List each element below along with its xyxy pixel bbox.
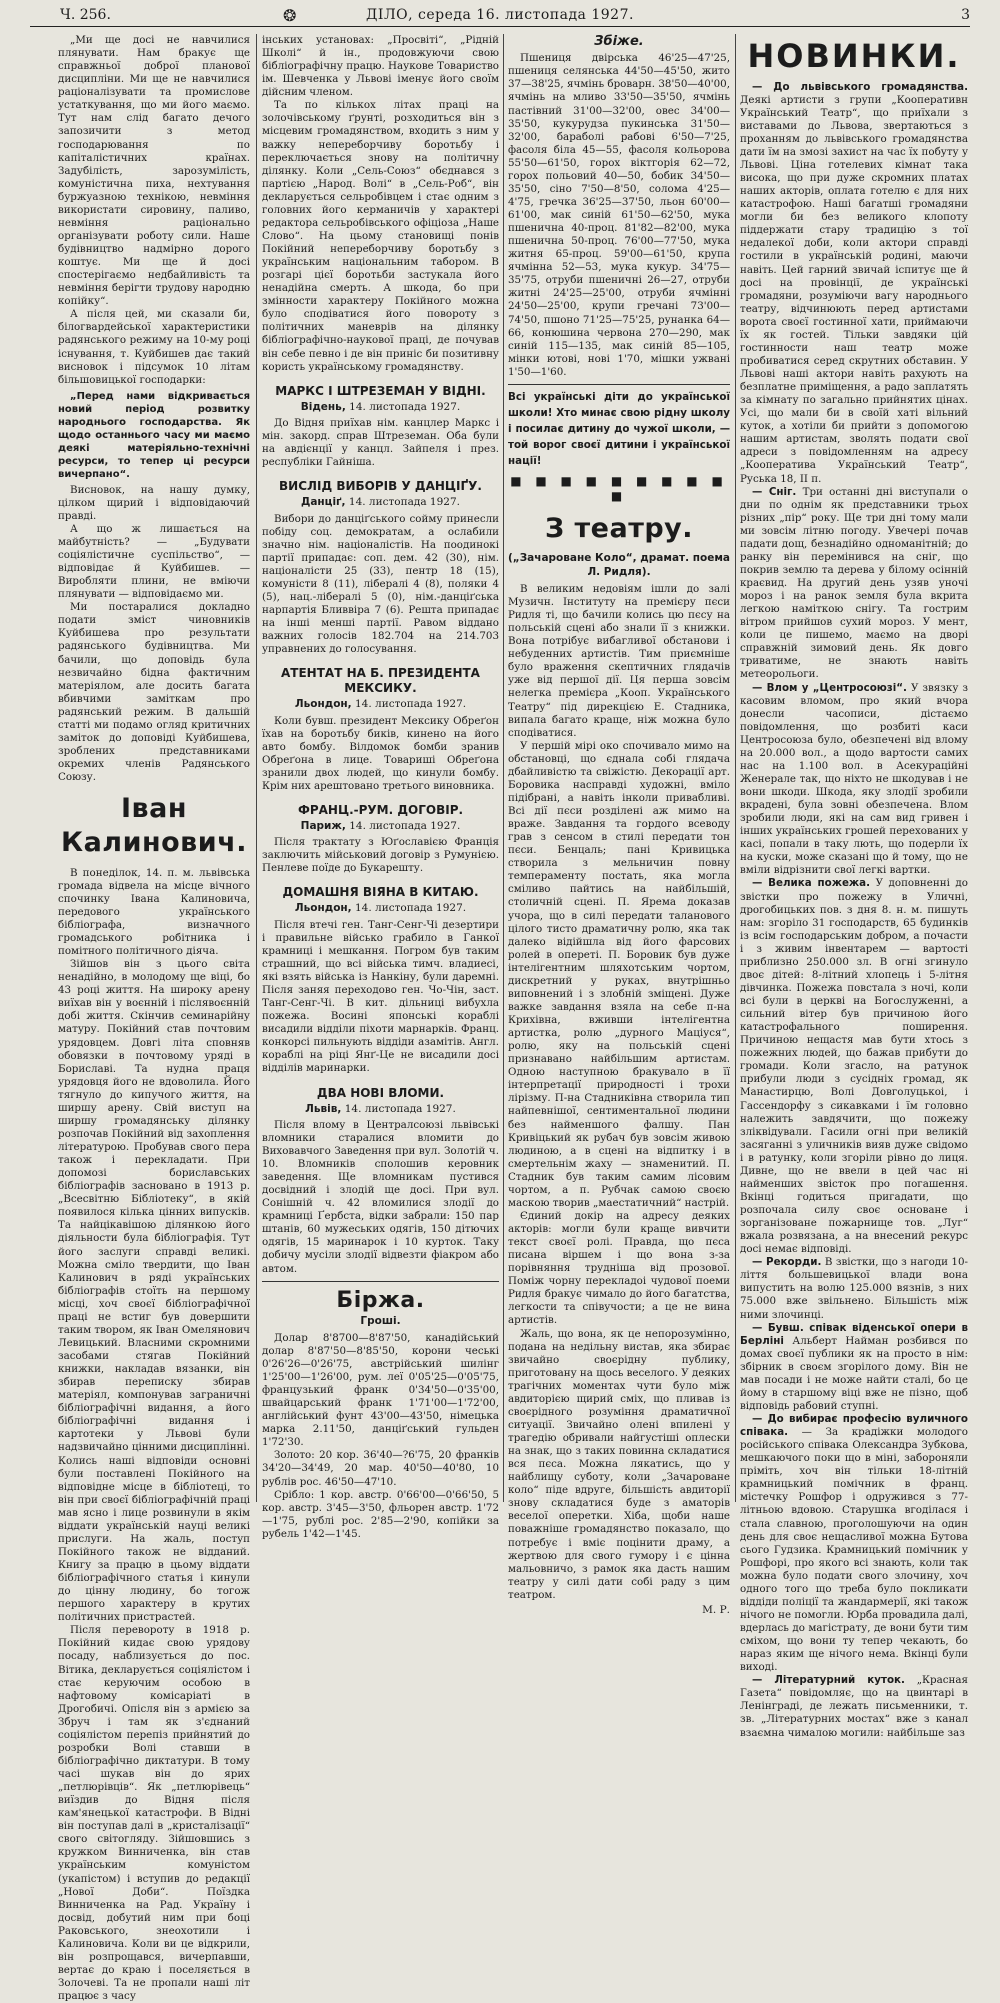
paragraph: Ми постаралися докладно подати зміст чиновників Куйбишева про результати радянського будівництва. Ми бачили, що доповідь була незвичайно бідна фактичним матеріялом, але досить багата вбивчими заміткам про радянський режим. В дальшій статті ми подамо огляд критичних заміток до доповіді Куйбишева, зроблених представниками окремих членів Радянського Союзу. (58, 601, 250, 784)
news-item-lead: — Велика пожежа. (752, 877, 871, 890)
grain-headline: Збіже. (594, 34, 644, 49)
column-2 (262, 34, 499, 1540)
article-headline: ФРАНЦ.-РУМ. ДОГОВІР. (297, 802, 464, 817)
dateline-place: Львів, (305, 1102, 342, 1115)
dateline (262, 820, 499, 833)
paragraph: Вибори до данціґського сойму принесли побіду соц. демократам, а ослабили значно нім. націоналістів. На поодинокі партії припадає: соп. дем. 42 (30), нім. націоналісти 25 (33), пентр 18 (15), комуністи 8 (11), лібералі 4 (8), поляки 4 (5), нац.-лібералі 5 (0), нім.-данціґська нарпартія Бливвіра 7 (6). Решта припадає на інші менші партії. Равом віддано важних голосів 182.704 на 214.703 управнених до голосування. (262, 512, 499, 656)
paragraph: Після влому в Централсоюзі львівські вломники старалися вломити до Виховавчого Заведення при вул. Золотій ч. 10. Вломників сполошив керовник заведення. Ще вломникам пустився досвідний і злодій ще досі. При вул. Сонішній ч. 42 вломилися злодії до крамниці Ґербста, відки забрали: 150 пар штанів, 60 мужеських одягів, 150 дітючих одягів, 15 маринарок і 10 курток. Таку добичу мусіли злодії відвезти фіакром або автом. (262, 1118, 499, 1275)
news-item (740, 1413, 968, 1674)
exchange-headline: Біржа. (336, 1287, 425, 1313)
news-item (740, 877, 968, 1256)
dateline-place: Льондон, (294, 902, 352, 915)
paragraph: А що ж лишається на майбутність? — „Будувати соціялістичне суспільство“, — відповідає й Куйбишев. — Виробляти плини, не вміючи плянувати — відповідаємо ми. (58, 522, 250, 601)
paragraph: В великим недовіям ішли до залі Музичн. Інституту на премієру пєси Ридля ті, що бачили колись цю пєсу на польській сцені або знали її з книжки. Вона потрібує вибагливої обстанови і небуденних артистів. Тим приємніше було враження скептичних глядачів уже від першої дії. Ця перша зовсім нелегка премієра „Кооп. Українського Театру“ під дирекцією Е. Стадника, випала багато краще, ніж можна було сподіватися. (508, 582, 730, 739)
dateline-date: 14. листопада 1927. (348, 496, 460, 509)
news-item (740, 1322, 968, 1413)
news-item-text: Альберт Найман розбився по домах своєї публики як на просто в нім: збірник в своєм згорілого дому. Він не мав посади і не може найти сталі, бо це йому в старшому віці вже не пізно, щоб відповідь рабовий ступні. (740, 1334, 968, 1412)
paragraph: Та по кількох літах праці на золочівському ґрунті, розходиться він з місцевим громадянством, входить з ним у важку непереборчиву боротьбу і переключається знову на політичну ділянку. Коли „Сель-Союз“ обєднався з партією „Народ. Волі“ в „Сель-Роб“, він декларується сельробівцем і стає одним з головних його керманичів у характері редактора сельробівського офіціоза „Наше Слово“. На цьому становищі понів Покійний непереборчиву боротьбу з українським національним табором. В розгарі цієї боротьби застукала його ненадійна смерть. А шкода, бо при змінности характеру Покійного можна було сподіватися його повороту з політичних маневрів на ділянку бібліографічно-наукової праці, де почував він себе певно і де він приніс би позитивну користь українському громадянству. (262, 99, 499, 373)
paragraph: До Відня приїхав нім. канцлер Маркс і мін. закорд. справ Штреземан. Оба були на авдієнції у канцл. Зайпеля і през. республіки Гайніша. (262, 416, 499, 469)
divider (508, 384, 730, 385)
dateline-date: 14. листопада 1927. (344, 1102, 456, 1115)
dateline-date: 14. листопада 1927. (349, 819, 461, 832)
column-3 (508, 34, 731, 1616)
news-item-lead: — Бувш. співак віденської опери в Берліні (740, 1321, 968, 1347)
news-item-lead: — Сніг. (752, 485, 797, 498)
news-item-text: — За крадіжки молодого російського співака Олександра Зубкова, мешкаючого поки що в міні, забороняли пріміть, хоч він тільки 18-літній крамницький помічник в франц. містечку Рошфор і одружився з 77-літньою вдовою. Старушка вгоділася і стала славною, проголошуючи на один день для своє нещасливої можна Бутова сього Гудзика. Крамницький помічник у Рошфорі, про якого всі знають, коли так можна було подати свого злочину, хоч одного того що треба було покликати віддіди поліції та жандармерії, які також нічого не помогли. Юрба провадила далі, вдерлась до магістрату, де вони бути тим сміхом, що вони ту тепер чекають, бо нараз яким ще нічого нема. Вкінці були виході. (740, 1426, 968, 1674)
news-item-text: „Красная Газета“ повідомляє, що на цвинтарі в Ленінграді, де лежать письменники, т. зв. „Літературних мостах“ вже з канал взаємна чималою могили: найбільше заз (740, 1674, 968, 1739)
paragraph: А після цей, ми сказали би, білогвардейської характеристики радянського режиму на 10-му році існування, т. Куйбишев дає такий висновок і підсумок 10 літам більшовицької господарки: (58, 308, 250, 386)
paragraph: Після трактату з Юґославією Франція заключить мійськовий договір з Румунією. Пенлеве поїде до Букарешту. (262, 836, 499, 875)
ornament-row: ■ ■ ■ ■ ■ ■ ■ ■ ■ ■ (510, 473, 728, 503)
news-item (740, 1674, 968, 1739)
paragraph: Коли бувш. президент Мексику Обреґон їхав на боротьбу биків, кинено на його авто бомбу. Вілдомок бомби зранив Обреґона в лице. Товариші Обреґона зранили двох людей, що кинули бомбу. Крім них арештовано третього виновника. (262, 714, 499, 792)
article-headline: МАРКС І ШТРЕЗЕМАН У ВІДНІ. (275, 383, 486, 398)
paragraph: Жаль, що вона, як це непорозумінно, подана на недільну вистав, яка збирає звичайно своєрідну публику, приготовану на щось веселого. У деяких трагічних моментах чути було між авдиторією щирий сміх, що пливав із своєрідного розуміння драматичної ситуації. Звичайно олені впилені у трагедію обривали найгустіші оплески на знак, що з таких повинна складатися вся пєса. Можна лякатись, що у найблищу суботу, коли „Зачароване коло“ піде вдруге, більшість авдиторії знову складатися буде з аматорів веселої оперетки. Хіба, щоби наше поважніше громадянство показало, що потребує і вміє поцінити драму, а жертвою для свого гумору і є цінна мальовничо, з рамок яка дасть нашим театру у силі дати собі раду з цим театром. (508, 1327, 731, 1601)
dateline-date: 14. листопада 1927. (355, 902, 467, 915)
column-4 (740, 34, 969, 1739)
dateline (262, 496, 499, 509)
news-item-lead: — Літературний куток. (752, 1674, 905, 1687)
column-rule (256, 34, 257, 1502)
paragraph: Долар 8'8700—8'87'50, канадійський долар 8'87'50—8'85'50, корони чеські 0'26'26—0'26'75, австрійський шилінг 1'25'00—1'26'00, рум. леї 0'05'25—0'05'75, французький франк 0'34'50—0'35'00, швайцарський франк 1'71'00—1'72'00, англійський фунт 43'00—43'50, німецька марка 2.11'50, данціґський гульден 1'72'30. (262, 1331, 499, 1449)
article-headline: ДОМАШНЯ ВІЯНА В КИТАЮ. (282, 885, 479, 900)
news-item-lead: — Влом у „Центросоюзі“. (752, 681, 907, 694)
dateline-place: Данціґ, (300, 496, 346, 509)
dateline-date: 14. листопада 1927. (349, 400, 461, 413)
paragraph: Після перевороту в 1918 р. Покійний кидає свою урядову посаду, наблизується до пос. Вітика, декларується соціялістом і стає керуючим особою в нафтовому комісаріаті в Дрогобичі. Опісля він з армією за Збруч і там як з'єднаний соціялістом перепіз прийнятий до розробки Волі ставши в бібліографічно диктатури. В тому часі шукав він до ярих „петлюрівців“. Як „петлюрівець“ виїздив до Відня після кам'янецької катастрофи. В Відні він поступав далі в „кристалізації“ свого світогляду. Зійшовшись з кружком Винниченка, він став українським комуністом (укапістом) і вступив до редакції „Нової Доби“. Поїздка Винниченка на Рад. Україну і досвід, добутий ним при боці Раковського, знеохотили і Калиновича. Коли ви це відкрили, він розпрощався, вичерпавши, вертає до краю і поселяється в Золочеві. Та не пропали наші літ працює з часу (58, 1624, 250, 2003)
news-item-text: У звязку з касовим вломом, про який вчора донесли часописи, дістаємо повідомлення, що розбиті каси Центросоюза було, обезпечені від влому на 20.000 вол., а щодо вартости самих нас на 1.100 вол. в Асекураційні Женерале так, що ніхто не шкодував і не вони шкоди. Шкода, яку злодії зробили вкрадені, була зовні обезпечена. Влом зробили люди, які на сам вид гривен і інших українських грошей перехованих у касі, попали в таку лють, що подерли їх на куски, може сказані що й тому, що не вміли відрізнити свої легкі вартки. (740, 681, 969, 877)
dateline-place: Відень, (300, 400, 346, 413)
dateline-date: 14. листопада 1927. (355, 698, 467, 711)
news-item (740, 1256, 968, 1321)
news-item-text: В звістки, що з нагоди 10-ліття большевицької влади вона випустить на волю 125.000 вязнів, з них 75.000 вже звільнено. Більшість між ними злочинці. (740, 1256, 968, 1321)
column-1 (58, 34, 250, 2003)
paragraph: Зійшов він з цього світа ненадійно, в молодому ще віці, бо 43 році життя. На широку арену виїхав він у воєнній і післявоєнній добі життя. Скінчив семинарійну матуру. Покійний став почтовим урядовцем. Довгі літа сповняв обовязки в почтовому уряді в Бориславі. Та нудна праця урядовця його не вдоволила. Його тягнуло до кипучого життя, на ширшу арену. Свій виступ на ширшу громадянську ділянку розпочав Покійний від захоплення літературою. Пробував свого пера також і перекладати. При допомозі бориславських бібліографів засновано в 1913 р. „Всесвітню Бібліотеку“, в якій появилося кілька цінних випусків. Та найцікавішою ділянкою його діяльности була бібліографія. Тут його заслуги справді великі. Можна сміло твердити, що Іван Калинович в ряді українських бібліографів стоїть на першому місці, хоч своєї бібліографічної праці не встиг був довершити таким твором, як Іван Омелянович Левицький. Власними скромними засобами стягав Покійний книжки, накладав вязанки, він збирав переписку збирав матеріял, компонував заграничні бібліографічні видання, а його бібліографічні видання і картотеки у Львові були надзвичайно цінними дисциплінні. Колись наші відповіди основні були поставлені Покійного на відповідне місце в бібліотеці, то він при своєї бібліографічній праці мав ясно і лице розвинули в якім віддати українській науці великі прислуги. На жаль, поступ Покійного також не відданий. Книгу за працю в цьому віддати бібліографічного статья і кинули до цінну людину, бо тогож першого характеру в крутих політичних пристрастей. (58, 958, 250, 1624)
divider (262, 1281, 499, 1282)
column-rule (735, 34, 736, 1502)
paragraph: Після втечі ген. Танг-Сенг-Чі дезертири і правильне військо грабило в Ганкої крамниці і мешкання. Погром був таким страшний, що всі війська тимч. владиесі, які взять війська із Нанкіну, були даремні. Після заняя переходово ген. Чо-Чін, заст. Танг-Сенг-Чі. В кит. дільниці вибухла пожежа. Восині японські кораблі висадили відділи піхоти марнарків. Франц. конкорсі пильнують віддіди азамітів. Англ. кораблі на ріці Янґ-Це не висадили досі відділів маринарки. (262, 918, 499, 1075)
exchange-subheadline: Гроші. (360, 1314, 401, 1327)
paragraph: Пшениця двірська 46'25—47'25, пшениця селянська 44'50—45'50, житo 37—38'25, ячмінь броварн. 38'50—40'00, ячмінь на мливо 33'50—35'50, ячмінь пастівний 31'00—32'00, овес 34'00—35'50, кукурудза пукинська 31'50—32'00, бараболі рабові 6'50—7'25, фасоля біла 45—55, фасоля кольорова 55'50—61'50, горох віктгорія 62—72, горох польовий 40—50, бобик 34'50—35'50, сіно 7'50—8'50, солома 4'25—4'75, гречка 36'25—37'50, льон 60'00—61'00, мак синій 61'50—62'50, мука пшенична 40-проц. 81'82—82'00, мука пшенична 50-проц. 76'00—77'50, мука житня 65-проц. 59'00—61'50, крупа ячмінна 52—53, мука кукур. 34'75—35'75, отруби пшеничні 26—27, отруби житні 24'25—25'00, отруби ячмінні 24'50—25'00, крупи гречані 73'00—74'50, пшоно 71'25—75'25, рунанка 64—66, конюшина червона 270—290, мак синій 115—135, мак синій 85—105, мінки ютові, нові 1'70, мішки ужвані 1'50—1'60. (508, 52, 730, 378)
news-item-lead: — До львівського громадянства. (752, 80, 968, 93)
emblem-icon: ❂ (283, 6, 297, 25)
author-signature: М. Р. (702, 1603, 730, 1616)
news-item-text: Три останні дні виступали о дни по однім як представники трьох різних „пір“ року. Ще три дні тому мали ми зовсім літню погоду. Увечері почав падати дощ, безнадійно одноманітній; до ранку він перемінився на сніг, що покрив землю та дерева у білому осінній краєвид. На другий день узяв уночі мороз і на ранок земля була вкрита легкою наміткою снігу. Та гострим вітром прийшов сухий мороз. У мент, коли це пишемо, маємо на дворі справжній зимовий день. Як довго триватиме, не знають навіть метеорольоги. (740, 485, 968, 681)
news-item-lead: — Рекорди. (752, 1256, 822, 1269)
dateline (262, 401, 499, 414)
page-number: 3 (961, 7, 970, 23)
paragraph: В понеділок, 14. п. м. львівська громада відвела на місце вічного спочинку Івана Калиновича, передового українського бібліографа, визначного громадського робітника і помітного політичного діяча. (58, 866, 250, 958)
dateline-place: Льондон, (294, 698, 352, 711)
dateline (262, 698, 499, 711)
quote: „Перед нами відкривається новий період розвитку народнього господарства. Як щодо останнього часу ми маємо деякі матеріяльно-технічні ресурси, то тепер ці ресурси вичерпано“. (58, 390, 250, 480)
masthead (30, 4, 970, 27)
news-item-text: У доповненні до звістки про пожежу в Уличні, дрогобицьких пов. з дня 8. н. м. пишуть нам: згоріло 31 господарств, 65 будинків із всім господарським добром, а почасти і з живим інвентарем — вартості приблизно 250.000 зл. В огні згинуло двоє дітей: 8-літний хлопець і 5-літня дівчинка. Пожежа повстала з ночі, коли всі були в церкві на Богослуженні, а сильний вітер був причиною його катастрофального поширення. Причиною нещастя мав бути хтось з пожежних людей, що бажав прибути до громади. Коли згасло, на ратунок прибули люди з сусідніх громад, як Манастирцю, Волі Довголуцькоі, і Гассендорфу з сикавками і їм головно належить завдячити, що пожежу зліквідували. Гасили огні при великій засяганні з уличників вияв дуже свідомо і в ратунку, коли згоріли рівно до лиця. Дивне, що не ввели в цей час ні найменших звісток про погашення. Вкінці годиться пригадати, що розпочала силу своє основане і зорганізоване пожарнище тов. „Луг“ вжала розвязана, а на внесений рекурс досі немає відповіді. (740, 877, 968, 1256)
obituary-headline: Іван Калинович. (61, 793, 247, 859)
news-item (740, 81, 968, 486)
news-item-lead: — До вибирає професію вуличного співака. (740, 1413, 968, 1439)
issue-number: Ч. 256. (60, 7, 111, 23)
article-headline: АТЕНТАТ НА Б. ПРЕЗИДЕНТА МЕКСИКУ. (281, 666, 480, 696)
paragraph: „Ми ще досі не навчилися плянувати. Нам бракує ще справжньої доброї планової дисципліни. Ми ще не навчилися раціоналізувати та промислове устаткування, що ми його маємо. Тут нам слід багато дечого запозичити з метод господарювання по капіталістичних країнах. Задубілість, зарозумілість, комуністична пиха, нехтування буржуазною технікою, невміння використати сировину, паливо, невміння раціонально організувати роботу сили. Наше будівництво надмірно дорого коштує. Ми ще й досі спостерігаємо недбайливість та невміння берігти трудову народню копійку“. (58, 34, 250, 308)
article-headline: ВИСЛІД ВИБОРІВ У ДАНЦІҐУ. (279, 479, 482, 494)
masthead-dateline: ДІЛО, середа 16. листопада 1927. (366, 7, 634, 23)
paragraph: Золото: 20 кор. 36'40—?6'75, 20 франків 34'20—34'49, 20 мар. 40'50—40'80, 10 рублів рос. 46'50—47'10. (262, 1449, 499, 1488)
school-notice: Всі українські діти до української школи! Хто минає свою рідну школу і посилає дитину до чужої школи, — той ворог своєї дитини і української нації! (508, 390, 730, 467)
article-headline: ДВА НОВІ ВЛОМИ. (316, 1085, 445, 1100)
paragraph: Висновок, на нашу думку, цілком щирий і відповідаючий правді. (58, 483, 250, 522)
news-headline: НОВИНКИ. (747, 37, 961, 75)
paragraph: Єдиний докір на адресу деяких акторів: могли були краще вивчити текст своєї ролі. Правда, що пєса писана віршем і що вона з-за порівняння трудніша від прозової. Поміж чорну перекладоі чудової поеми Ридля бракує чимало до його багатства, легкости та співучости; а це не вина артистів. (508, 1209, 730, 1327)
paragraph: У першій мірі око спочивало мимо на обстановці, що єднала собі глядача дбайливістю та свіжістю. Декорації арт. Боровика насправді художні, вміло підібрані, а навіть інколи привабливі. Всі дії пєси розділені аж мимо на враже. Завдання та гордого всеводу грав з сенсом в стилі передати тон пєси. Бенцаль; пані Кривицька створила з мельничин повну темпераменту постать, яка могла сміливо пайтись на найбільшій, столичній сцені. П. Ярема доказав учора, що в силі передати таланового цілого тисто драматичну ролю, яка так далеко відійшла від його фарсових ролей в опереті. П. Боровик був дуже інтелігентним шляхотським чортом, дискретний у руках, внутрішньо виповнений і з злобній зміщені. Дуже важке завдання взяла на себе п-на Крихівна, вживши інтелігентна артистка, ролю „дурного Маціуся“, ролю, яку на польській сцені признавано найбільшим артистам. Одною наступною бракувало в її інтерпретації природності і трохи лірізму. П-на Стадниківна створила тип найпевнішої, сентиментальної людини без найменшого фалшу. Пан Кривіцький як рубач був зовсім живою людиною, а в сцені на відпитку і в смертельнім жаху — знаменитий. П. Стадник був таким самим лісовим чортом, а п. Рубчак самою своєю маскою творив „маестатичний“ настрій. (508, 739, 730, 1209)
dateline-place: Париж, (300, 819, 346, 832)
column-rule (503, 34, 504, 1502)
news-item (740, 486, 968, 682)
paragraph: інських установах: „Просвіті“, „Рідній Школі“ й ін., продовжуючи свою бібліографічну працю. Наукове Товариство ім. Шевченка у Львові іменує його своїм дійсним членом. (262, 34, 499, 99)
dateline (262, 1103, 499, 1116)
news-item (740, 682, 968, 878)
theatre-subheadline: („Зачароване Коло“, драмат. поема Л. Ридля). (508, 552, 731, 578)
paragraph: Срібло: 1 кор. австр. 0'66'00—0'66'50, 5 кор. австр. 3'45—3'50, фльорен австр. 1'72—1'75, рублі рос. 2'85—2'90, копійки за рубель 1'42—1'45. (262, 1488, 499, 1540)
dateline (262, 902, 499, 915)
theatre-headline: З театру. (544, 513, 694, 545)
news-item-text: Деякі артисти з групи „Кооперативн Український Театр“, що приїхали з виставами до Львова, звертаються з проханням до львівського громадянства дати їм на змозі захист на час їх побуту у Львові. Ціна готелевих кімнат така висока, що при дуже скромних платах наших акторів, оплата готелю є для них катастрофою. Наші багатші громадяни могли би без великого клопоту піддержати стару традицію з тої недалекої доби, коли актори справді гостили в українській родині, маючи навіть. Цей гарний звичай іспитує ще й досі на провінції, де українські громадяни, розуміючи вагу народнього театру, відчинюють перед артистами ворота своєї гостинної хати, приймаючи їх як гостей. Тільки завдяки цій гостинности наш театр може пробиватися серед скрутних обставин. У Львові наші актори навіть рахують на безплатне приміщення, а радо заплатять за кімнату по загально прийнятих цінах. Усі, що мали би в своїй хаті вільний куток, а хотіли би прийти з допомогою нашим артистам, зволять подати свої адреси з повідомленням на адресу „Кооператива Український Театр“, Руська 18, II п. (740, 93, 968, 485)
